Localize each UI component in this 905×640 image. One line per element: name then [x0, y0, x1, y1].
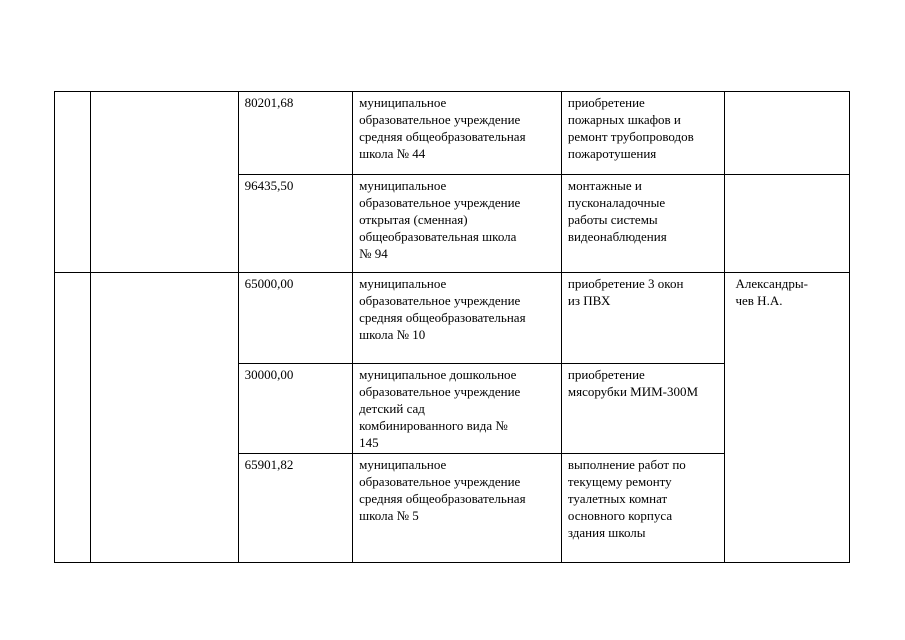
- institution-cell: муниципальное образовательное учреждение средняя общеобразовательная школа № 44: [353, 92, 562, 175]
- amount-cell: 96435,50: [238, 175, 352, 273]
- responsible-cell: Александры- чев Н.А.: [725, 273, 850, 563]
- institution-cell: муниципальное образовательное учреждение средняя общеобразовательная школа № 5: [353, 454, 562, 563]
- amount-cell: 30000,00: [238, 364, 352, 454]
- purpose-cell: монтажные и пусконаладочные работы системы видеонаблюдения: [561, 175, 725, 273]
- purpose-cell: приобретение мясорубки МИМ-300М: [561, 364, 725, 454]
- purpose-cell: выполнение работ по текущему ремонту туалетных комнат основного корпуса здания школы: [561, 454, 725, 563]
- amount-cell: 65000,00: [238, 273, 352, 364]
- program-cell: [91, 273, 239, 563]
- purpose-cell: приобретение пожарных шкафов и ремонт трубопроводов пожаротушения: [561, 92, 725, 175]
- responsible-cell: [725, 175, 850, 273]
- institution-cell: муниципальное образовательное учреждение открытая (сменная) общеобразовательная школа № 94: [353, 175, 562, 273]
- institution-cell: муниципальное образовательное учреждение средняя общеобразовательная школа № 10: [353, 273, 562, 364]
- table-row: [55, 273, 850, 364]
- amount-cell: 65901,82: [238, 454, 352, 563]
- program-cell: [91, 92, 239, 273]
- amount-cell: 80201,68: [238, 92, 352, 175]
- responsible-cell: [725, 92, 850, 175]
- table-row: [55, 92, 850, 175]
- institution-cell: муниципальное дошкольное образовательное учреждение детский сад комбинированного вида № 145: [353, 364, 562, 454]
- purpose-cell: приобретение 3 окон из ПВХ: [561, 273, 725, 364]
- row-number-cell: [55, 92, 91, 273]
- row-number-cell: [55, 273, 91, 563]
- allocation-table: [54, 91, 850, 563]
